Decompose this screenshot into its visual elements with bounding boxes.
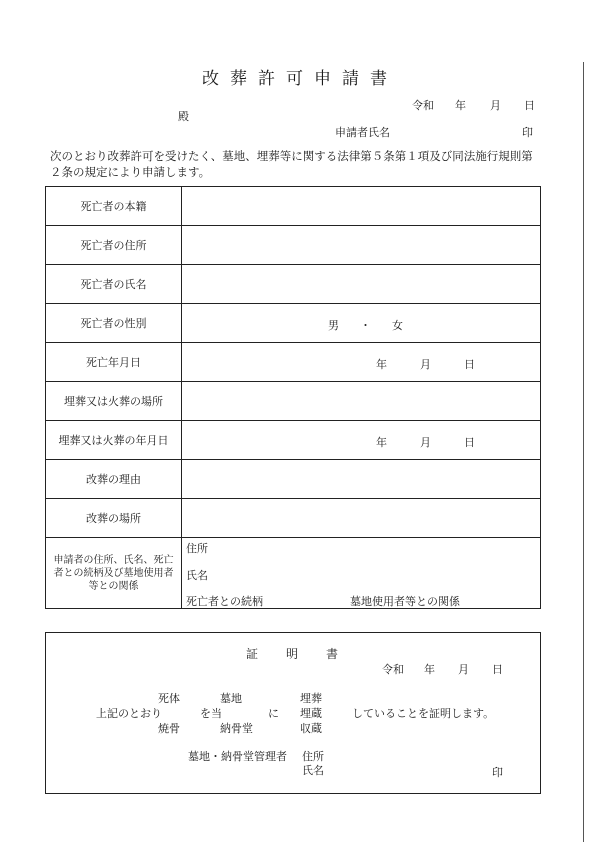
death-month-unit: 月 <box>420 358 431 371</box>
cert-cemetery: 墓地 <box>220 692 242 705</box>
cert-bones: 焼骨 <box>158 722 180 735</box>
scan-edge-line <box>583 62 584 842</box>
label-reburial-place: 改葬の場所 <box>46 499 182 538</box>
applicant-name-label: 申請者氏名 <box>335 126 390 139</box>
applicant-address-label: 住所 <box>186 542 208 555</box>
label-honseki: 死亡者の本籍 <box>46 187 182 226</box>
header-date-era: 令和 <box>412 99 434 112</box>
cert-corpse: 死体 <box>158 692 180 705</box>
sex-male-option[interactable]: 男 <box>328 319 339 332</box>
intro-text: 次のとおり改葬許可を受けたく、墓地、埋葬等に関する法律第５条第１項及び同法施行規則第２条の規定により申請します。 <box>50 149 533 179</box>
addressee-label: 殿 <box>178 110 189 123</box>
row-reason <box>46 460 541 499</box>
field-address[interactable] <box>182 226 541 265</box>
cert-address-label: 住所 <box>302 750 324 763</box>
row-sex <box>46 304 541 343</box>
field-name[interactable] <box>182 265 541 304</box>
cert-day: 日 <box>492 663 503 676</box>
relation-deceased-label: 死亡者との続柄 <box>186 595 263 608</box>
cert-storage: 収蔵 <box>300 722 322 735</box>
field-reburial-place[interactable] <box>182 499 541 538</box>
label-name: 死亡者の氏名 <box>46 265 182 304</box>
cert-seal-mark: 印 <box>492 766 503 779</box>
row-reburial-place <box>46 499 541 538</box>
cert-ossuary: 納骨堂 <box>220 722 253 735</box>
row-applicant <box>46 538 541 609</box>
header-day: 日 <box>524 99 535 112</box>
field-burial-date[interactable] <box>182 421 541 460</box>
label-applicant: 申請者の住所、氏名、死亡者との続柄及び墓地使用者等との関係 <box>46 538 182 609</box>
label-burial-date: 埋葬又は火葬の年月日 <box>46 421 182 460</box>
cert-wo-tou: を当 <box>200 707 222 720</box>
label-address: 死亡者の住所 <box>46 226 182 265</box>
label-burial-place: 埋葬又は火葬の場所 <box>46 382 182 421</box>
sex-separator: ・ <box>360 319 371 332</box>
relation-grave-user-label: 墓地使用者等との関係 <box>350 595 460 608</box>
row-address <box>46 226 541 265</box>
header-year: 年 <box>455 99 466 112</box>
cert-burial: 埋葬 <box>300 692 322 705</box>
label-sex: 死亡者の性別 <box>46 304 182 343</box>
seal-mark: 印 <box>522 126 533 139</box>
row-honseki <box>46 187 541 226</box>
certificate-title: 証明書 <box>246 647 367 661</box>
certificate-box <box>45 632 541 794</box>
cert-month: 月 <box>458 663 469 676</box>
field-death-date[interactable] <box>182 343 541 382</box>
sex-female-option[interactable]: 女 <box>392 319 403 332</box>
application-form-table <box>45 186 541 609</box>
label-death-date: 死亡年月日 <box>46 343 182 382</box>
applicant-name-label-cell: 氏名 <box>186 569 208 582</box>
cert-year: 年 <box>424 663 435 676</box>
burial-year-unit: 年 <box>376 436 387 449</box>
header-month: 月 <box>490 99 501 112</box>
page-title: 改葬許可申請書 <box>202 69 398 89</box>
cert-interment: 埋蔵 <box>300 707 322 720</box>
label-reason: 改葬の理由 <box>46 460 182 499</box>
burial-month-unit: 月 <box>420 436 431 449</box>
row-burial-date <box>46 421 541 460</box>
row-name <box>46 265 541 304</box>
cert-line-prefix: 上記のとおり <box>96 707 162 720</box>
field-reason[interactable] <box>182 460 541 499</box>
field-honseki[interactable] <box>182 187 541 226</box>
field-applicant[interactable] <box>182 538 541 609</box>
row-death-date <box>46 343 541 382</box>
cert-line-suffix: していることを証明します。 <box>352 707 495 720</box>
row-burial-place <box>46 382 541 421</box>
cert-name-label: 氏名 <box>302 764 324 777</box>
cert-manager-label: 墓地・納骨堂管理者 <box>188 750 287 763</box>
death-year-unit: 年 <box>376 358 387 371</box>
cert-ni: に <box>268 707 279 720</box>
field-sex[interactable] <box>182 304 541 343</box>
cert-date-era: 令和 <box>382 663 404 676</box>
death-day-unit: 日 <box>464 358 475 371</box>
burial-day-unit: 日 <box>464 436 475 449</box>
field-burial-place[interactable] <box>182 382 541 421</box>
